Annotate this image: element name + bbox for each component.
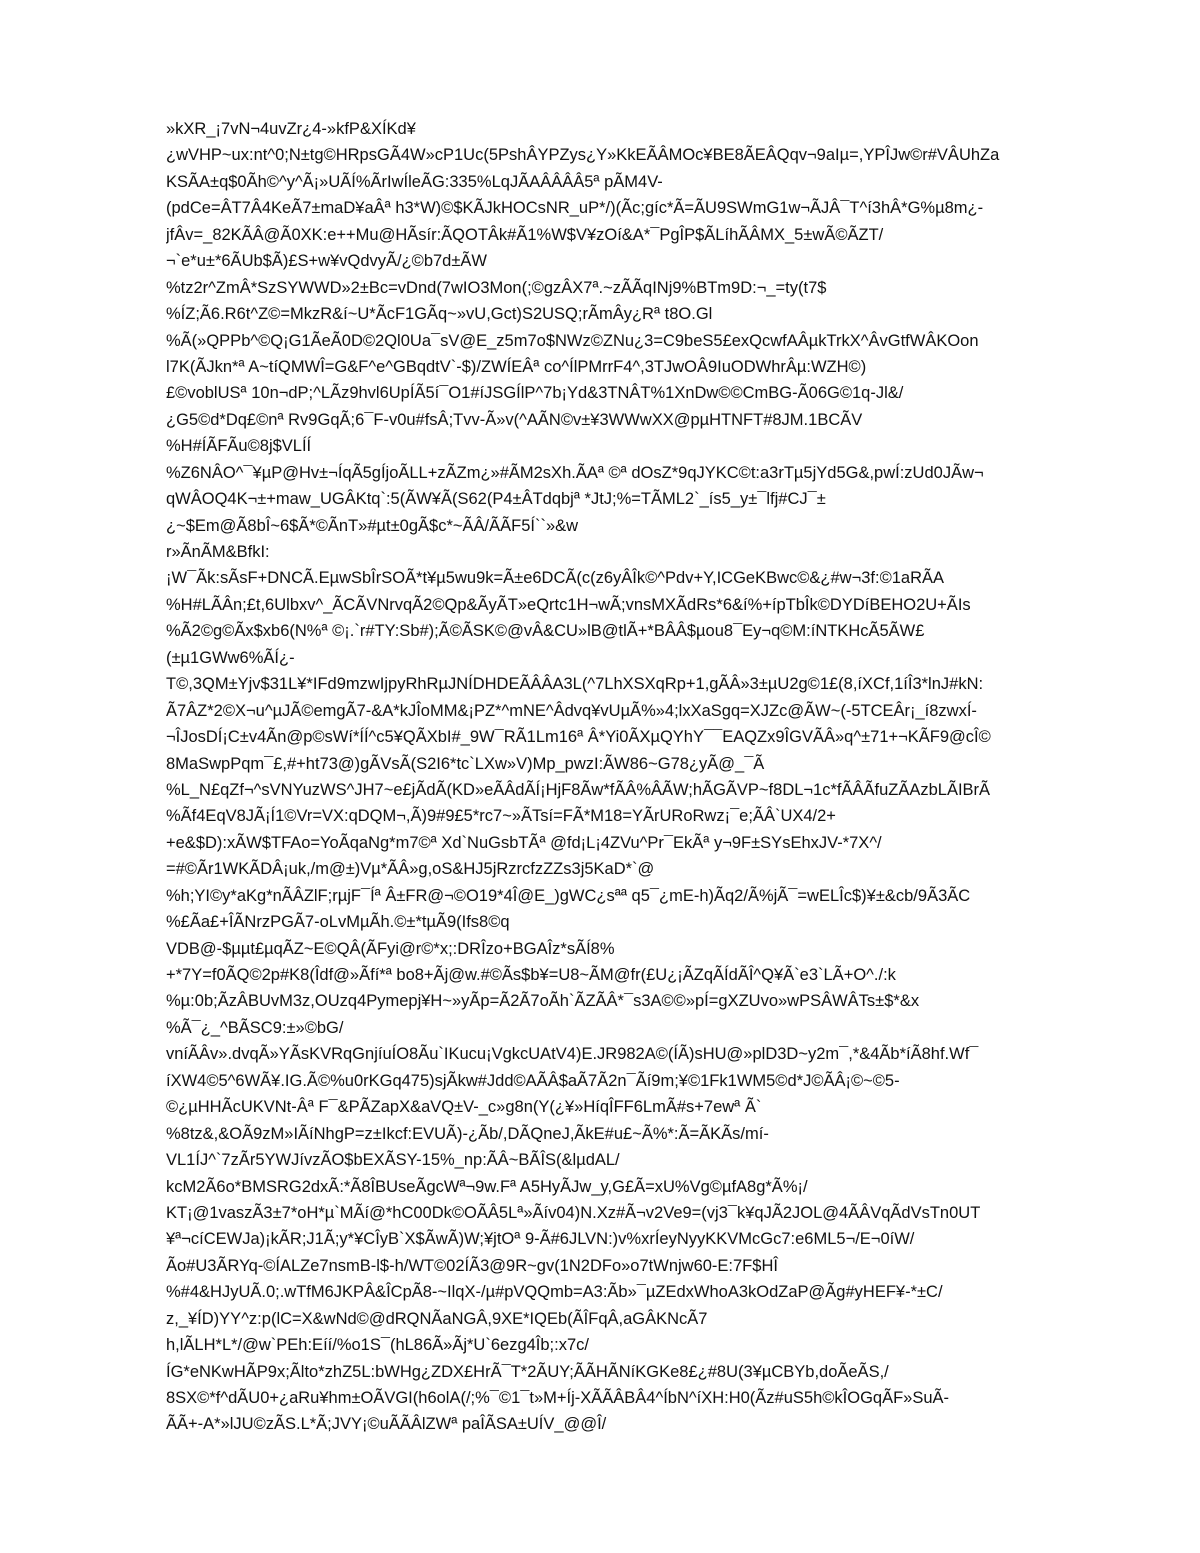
text-line: qWÂOQ4K¬±+maw_UGÂKtq`:5(ÃW¥Ã(S62(P4±ÂTdqbjª *JtJ;%=TÃML2`_ís5_y±¯lfj#CJ¯± (166, 490, 826, 509)
text-line: %Ã2©g©Ãx$xb6(N%ª ©¡.`r#TY:Sb#);Ã©ÃSK©@vÂ&CU»lB@tlÃ+*BÂÂ$µou8¯Ey¬q©M:íNTKHcÃ5ÃW£ (166, 622, 925, 641)
text-line: %£Ãa£+ÎÃNrzPGÃ7-oLvMµÃh.©±*tµÃ9(Ifs8©q (166, 913, 510, 932)
text-line: (pdCe=ÂT7Â4KeÃ7±maD¥aÂª h3*W)©$KÃJkHOCsNR_uP*/)(Ãc;gíc*Ã=ÃU9SWmG1w¬ÃJÂ¯T^í3hÂ*G%µ8m¿- (166, 199, 984, 218)
text-line: %L_N£qZf¬^sVNYuzWS^JH7~e£jÃdÃ(KD»eÃÂdÃÍ¡HjF8Ãw*fÃÂ%ÂÃW;hÃGÃVP~f8DL¬1c*fÃÂÃfuZÃAzbLÃIBrÃ (166, 780, 991, 799)
text-line: T©,3QM±Yjv$31L¥*IFd9mzwIjpyRhRµJNÍDHDEÃÂÂA3L(^7LhXSXqRp+1,gÃÂ»3±µU2g©1£(8,íXCf,1íÎ3*lnJ#kN: (166, 675, 984, 694)
text-line: h,lÃLH*L*/@w`PEh:Eíí/%o1S¯(hL86Ã»Ãj*U`6ezg4Îb;:x7c/ (166, 1336, 589, 1355)
text-line: ¥ª¬cíCEWJa)¡kÃR;J1Ã;y*¥CÎyB`X$ÃwÃ)W;¥jtOª 9-Ã#6JLVN:)v%xrÍeyNyyKKVMcGc7:e6ML5¬/E¬0íW/ (166, 1230, 915, 1249)
text-line: jfÂv=_82KÃÂ@Ã0XK:e++Mu@HÃsír:ÃQOTÂk#Ã1%W$V¥zOí&A*¯PgÎP$ÃLíhÃÂMX_5±wÃ©ÃZT/ (166, 225, 884, 244)
text-line: ¿G5©d*Dq£©nª Rv9GqÃ;6¯F-v0u#fsÂ;Tvv-Ã»v(^AÃN©v±¥3WWwXX@pµHTNFT#8JM.1BCÃV (166, 410, 863, 429)
text-line: Ã7ÂZ*2©X¬u^µJÃ©emgÃ7-&A*kJÎoMM&¡PZ*^mNE^Âdvq¥vUµÃ%»4;lxXaSgq=XJZc@ÃW~(-5TCEÂr¡_í8zwxÍ- (166, 701, 977, 720)
text-line: ¬`e*u±*6ÃUb$Ã)£S+w¥vQdvyÃ/¿©b7d±ÃW (166, 252, 487, 271)
text-line: %Ã(»QPPb^©Q¡G1ÃeÃ0D©2Ql0Ua¯sV@E_z5m7o$NWz©ZNu¿3=C9beS5£exQcwfAÂµkTrkX^ÂvGtfWÂKOon (166, 331, 979, 350)
text-line: ÃÃ+-A*»lJU©zÃS.L*Ã;JVY¡©uÃÃÂlZWª paÎÃSA±UÍV_@@Î/ (166, 1415, 607, 1434)
text-line: ÍG*eNKwHÃP9x;Ãlto*zhZ5L:bWHg¿ZDX£HrÃ¯T*2ÃUY;ÃÃHÃNíKGKe8£¿#8U(3¥µCBYb,doÃeÃS,/ (166, 1362, 889, 1381)
text-line: z,_¥ÍD)YY^z:p(lC=X&wNd©@dRQNÃaNGÂ,9XE*IQEb(ÃÎFqÂ,aGÂKNcÃ7 (166, 1309, 708, 1328)
text-line: ¿~$Em@Ã8bÎ~6$Ã*©ÃnT»#µt±0gÃ$c*~ÃÂ/ÃÃF5Í``»&w (166, 516, 579, 535)
text-line: Ão#U3ÃRYq-©ÍALZe7nsmB-l$-h/WT©02ÍÃ3@9R~gv(1N2DFo»o7tWnjw60-E:7F$HÎ (166, 1256, 778, 1275)
text-line: VL1ÍJ^`7zÃr5YWJívzÃO$bEXÃSY-15%_np:ÃÂ~BÃÎS(&lµdAL/ (166, 1151, 620, 1170)
text-line: íXW4©5^6WÃ¥.IG.Ã©%u0rKGq475)sjÃkw#Jdd©AÃÂ$aÃ7Ã2n¯Ãí9m;¥©1Fk1WM5©d*J©ÃÂ¡©~©5- (166, 1071, 900, 1090)
text-line: %ÍZ;Ã6.R6t^Z©=MkzR&í~U*ÃcF1GÃq~»vU,Gct)S2USQ;rÃmÂy¿Rª t8O.Gl (166, 305, 713, 324)
text-line: »kXR_¡7vN¬4uvZr¿4-»kfP&XÍKd¥ (166, 120, 416, 138)
text-line: ¬ÎJosDÍ¡C±v4Ãn@p©sWí*ÍÍ^c5¥QÃXbI#_9W¯RÃ1Lm16ª Â*Yi0ÃXµQYhY¯¯EAQZx9ÎGVÃÂ»q^±71+¬KÃF9@cÎ© (166, 728, 991, 747)
text-line: +*7Y=f0ÃQ©2p#K8(Îdf@»Ãfí*ª bo8+Ãj@w.#©Ãs$b¥=U8~ÃM@fr(£U¿¡ÃZqÃÍdÃÎ^Q¥Ã`e3`LÃ+O^./:k (166, 966, 896, 984)
text-line: %Ã¯¿_^BÃSC9:±»©bG/ (166, 1018, 344, 1037)
text-line: vníÃÂv».dvqÃ»YÃsKVRqGnjíuÍO8Ãu`IKucu¡VgkcUAtV4)E.JR982A©(ÍÃ)sHU@»plD3D~y2m¯,*&4Ãb*íÃ8hf.Wf¯ (166, 1045, 979, 1064)
text-line: KSÃA±q$0Ãh©^y^Ã¡»UÃÍ%ÃrIwÍleÃG:335%LqJÃAÂÂÂÂ5ª pÃM4V- (166, 172, 663, 191)
text-line: %tz2r^ZmÂ*SzSYWWD»2±Bc=vDnd(7wIO3Mon(;©gzÂX7ª.~zÃÃqINj9%BTm9D:¬_=ty(t7$ (166, 278, 827, 297)
body-text (166, 116, 1126, 1438)
text-line: (±µ1GWw6%ÃÍ¿- (166, 648, 295, 667)
text-line: +e&$D):xÃW$TFAo=YoÃqaNg*m7©ª Xd`NuGsbTÃª @fd¡L¡4ZVu^Pr¯EkÃª y¬9F±SYsEhxJV-*7X^/ (166, 833, 882, 852)
text-line: ¡W¯Ãk:sÃsF+DNCÃ.EµwSbÎrSOÃ*t¥µ5wu9k=Ã±e6DCÃ(c(z6yÂÎk©^Pdv+Y,ICGeKBwc©&¿#w¬3f:©1aRÃA (166, 569, 945, 588)
text-line: r»ÃnÃM&BfkI: (166, 543, 270, 561)
text-line: ¿wVHP~ux:nt^0;N±tg©HRpsGÃ4W»cP1Uc(5PshÂYPZys¿Y»KkEÃÂMOc¥BE8ÃEÂQqv¬9aIµ=,YPÎJw©r#VÂUhZa (166, 146, 1000, 165)
text-line: 8MaSwpPqm¯£,#+ht73@)gÃVsÃ(S2I6*tc`LXw»V)Mp_pwzI:ÃW86~G78¿yÃ@_¯Ã (166, 754, 765, 773)
text-line: %H#ÍÃFÃu©8j$VLÍÍ (166, 437, 312, 456)
text-line: %#4&HJyUÃ.0;.wTfM6JKPÂ&ÎCpÃ8-~IlqX-/µ#pVQQmb=A3:Ãb»¯µZEdxWhoA3kOdZaP@Ãg#yHEF¥-*±C/ (166, 1283, 943, 1302)
text-line: %Ãf4EqV8JÃ¡Í1©Vr=VX:qDQM¬,Ã)9#9£5*rc7~»ÃTsí=FÃ*M18=YÃrURoRwz¡¯e;ÃÂ`UX4/2+ (166, 807, 836, 826)
text-line: VDB@-$µµt£µqÃZ~E©QÂ(ÃFyi@r©*x;:DRÎzo+BGAÎz*sÃÍ8% (166, 939, 615, 958)
text-line: £©voblUSª 10n¬dP;^LÃz9hvl6UpÍÃ5í¯O1#íJSGÍlP^7b¡Yd&3TNÂT%1XnDw©©CmBG-Ã06G©1q-Jl&/ (166, 384, 904, 403)
text-line: 8SX©*f^dÃU0+¿aRu¥hm±OÃVGI(h6olA(/;%¯©1¯t»M+Íj-XÃÃÂBÂ4^ÍbN^íXH:H0(Ãz#uS5h©kÎOGqÃF»SuÃ- (166, 1389, 950, 1407)
text-line: =#©Ãr1WKÃDÂ¡uk,/m@±)Vµ*ÃÂ»g,oS&HJ5jRzrcfzZZs3j5KaD*`@ (166, 860, 655, 879)
text-line: kcM2Ã6o*BMSRG2dxÃ:*Ã8ÎBUseÃgcWª¬9w.Fª A5HyÃJw_y,G£Ã=xU%Vg©µfA8g*Ã%¡/ (166, 1177, 808, 1196)
text-line: %µ:0b;ÃzÂBUvM3z,OUzq4Pymepj¥H~»yÃp=Ã2Ã7oÃh`ÃZÃÂ*¯s3A©©»pÍ=gXZUvo»wPSÂWÂTs±$*&x (166, 992, 920, 1011)
text-line: ©¿µHHÃcUKVNt-Âª F¯&PÃZapX&aVQ±V-_c»g8n(Y(¿¥»HíqÎFF6LmÃ#s+7ewª Ã` (166, 1098, 762, 1117)
text-line: %8tz&,&OÃ9zM»IÃíNhgP=z±Ikcf:EVUÃ)-¿Ãb/,DÃQneJ,ÃkE#u£~Ã%*:Ã=ÃKÃs/mí- (166, 1124, 769, 1143)
text-line: l7K(ÃJkn*ª A~tíQMWÎ=G&F^e^GBqdtV`-$)/ZWÍEÂª co^ÍlPMrrF4^,3TJwOÂ9IuODWhrÂµ:WZH©) (166, 357, 867, 376)
text-line: KT¡@1vaszÃ3±7*oH*µ`MÃí@*hC00Dk©OÃÂ5Lª»Ãív04)N.Xz#Ã¬v2Ve9=(vj3¯k¥qJÃ2JOL@4ÃÂVqÃdVsTn0UT (166, 1203, 981, 1222)
text-line: %H#LÃÂn;£t,6Ulbxv^_ÃCÃVNrvqÃ2©Qp&ÃyÃT»eQrtc1H¬wÃ;vnsMXÃdRs*6&í%+ípTbÎk©DYDíBEHO2U+ÃIs (166, 595, 971, 614)
text-line: %h;YI©y*aKg*nÃÂZlF;rµjF¯Íª Â±FR@¬©O19*4Î@E_)gWC¿sªª q5¯¿mE-h)Ãq2/Ã%jÃ¯=wELÎc$)¥±&cb/9Ã3ÃC (166, 886, 971, 905)
text-line: %Z6NÂO^¯¥µP@Hv±¬ÍqÃ5gÍjoÃLL+zÃZm¿»#ÃM2sXh.ÃAª ©ª dOsZ*9qJYKC©t:a3rTµ5jYd5G&,pwÍ:zUd0JÃw¬ (166, 463, 984, 482)
